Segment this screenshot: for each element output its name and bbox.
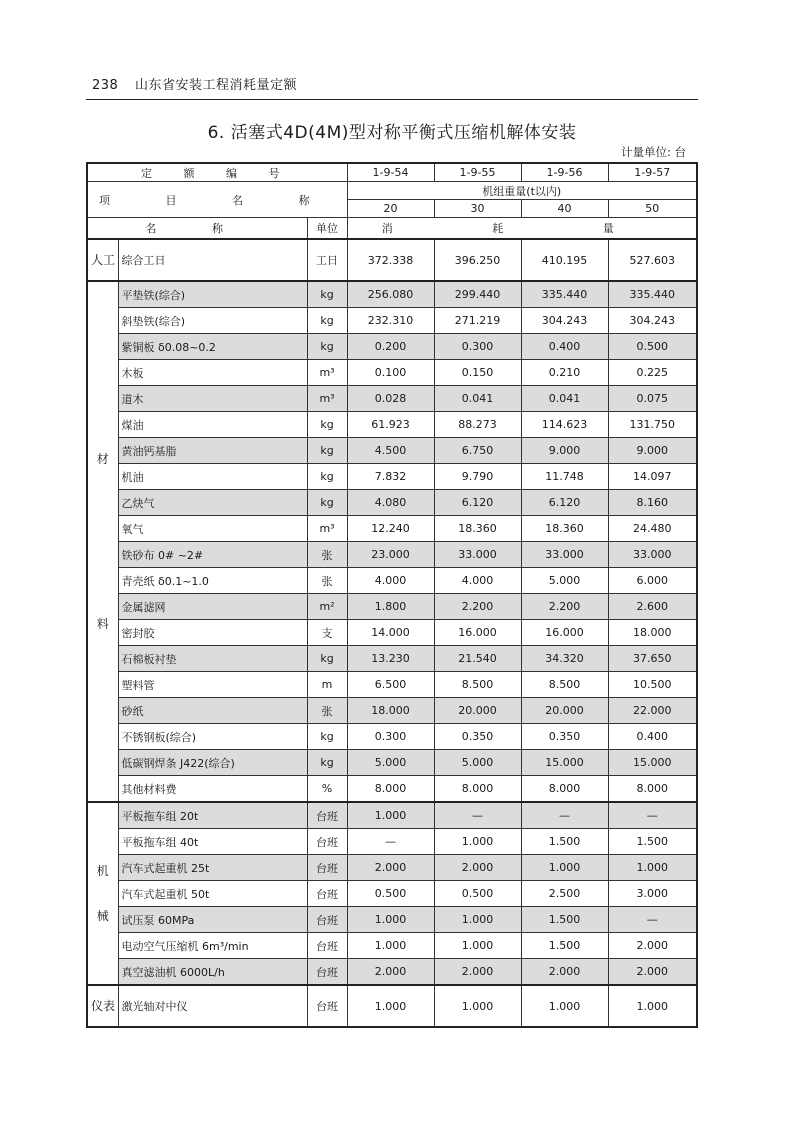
item-value: 271.219 — [434, 308, 521, 334]
item-value: 0.300 — [434, 334, 521, 360]
item-value: 1.000 — [608, 985, 697, 1027]
item-value: 3.000 — [608, 881, 697, 907]
table-row — [87, 568, 697, 594]
item-value: 2.600 — [608, 594, 697, 620]
quota-table — [86, 162, 698, 1028]
item-value: 256.080 — [347, 281, 434, 308]
item-value: 14.000 — [347, 620, 434, 646]
item-value: 4.080 — [347, 490, 434, 516]
item-value: 23.000 — [347, 542, 434, 568]
weight-value: 40 — [521, 200, 608, 218]
item-value: 34.320 — [521, 646, 608, 672]
item-value: 15.000 — [608, 750, 697, 776]
item-value: 20.000 — [434, 698, 521, 724]
table-row — [87, 360, 697, 386]
item-value: 9.790 — [434, 464, 521, 490]
item-name: 金属滤网 — [118, 594, 307, 620]
unit-column-header: 单位 — [307, 218, 347, 240]
item-unit: 台班 — [307, 829, 347, 855]
item-name: 铁砂布 0# ~2# — [118, 542, 307, 568]
item-name: 综合工日 — [118, 239, 307, 281]
item-name: 煤油 — [118, 412, 307, 438]
item-value: 5.000 — [521, 568, 608, 594]
page-number: 238 — [92, 78, 119, 93]
item-unit: 支 — [307, 620, 347, 646]
table-row — [87, 490, 697, 516]
item-name: 平板拖车组 40t — [118, 829, 307, 855]
item-name-label: 项 目 名 称 — [87, 182, 347, 218]
quota-code-row — [87, 163, 697, 182]
item-unit: kg — [307, 724, 347, 750]
item-value: 0.350 — [434, 724, 521, 750]
item-value: 1.000 — [434, 907, 521, 933]
item-value: 88.273 — [434, 412, 521, 438]
item-unit: m² — [307, 594, 347, 620]
item-value: 22.000 — [608, 698, 697, 724]
item-value: 396.250 — [434, 239, 521, 281]
item-name: 氧气 — [118, 516, 307, 542]
item-value: 20.000 — [521, 698, 608, 724]
item-unit: 台班 — [307, 985, 347, 1027]
item-value: 33.000 — [434, 542, 521, 568]
item-value: 6.120 — [434, 490, 521, 516]
item-value: 299.440 — [434, 281, 521, 308]
item-value: 16.000 — [521, 620, 608, 646]
header-rule — [86, 99, 698, 100]
item-unit: kg — [307, 464, 347, 490]
page-header — [92, 74, 297, 93]
item-value: 0.150 — [434, 360, 521, 386]
item-value: 18.000 — [608, 620, 697, 646]
item-unit: kg — [307, 646, 347, 672]
item-value: — — [608, 907, 697, 933]
item-value: 1.000 — [434, 933, 521, 959]
item-value: 232.310 — [347, 308, 434, 334]
category-label — [87, 239, 118, 281]
item-value: 7.832 — [347, 464, 434, 490]
item-value: 10.500 — [608, 672, 697, 698]
item-value: 0.500 — [434, 881, 521, 907]
item-value: 1.000 — [347, 907, 434, 933]
weight-value: 30 — [434, 200, 521, 218]
item-value: 8.000 — [521, 776, 608, 803]
item-value: 12.240 — [347, 516, 434, 542]
item-name: 木板 — [118, 360, 307, 386]
item-name: 不锈钢板(综合) — [118, 724, 307, 750]
category-char: 机 — [96, 864, 109, 879]
item-value: 0.400 — [521, 334, 608, 360]
item-value: 5.000 — [434, 750, 521, 776]
item-value: 1.000 — [521, 985, 608, 1027]
item-unit: 台班 — [307, 881, 347, 907]
book-title: 山东省安装工程消耗量定额 — [134, 78, 297, 93]
item-value: 0.300 — [347, 724, 434, 750]
item-name: 紫铜板 δ0.08~0.2 — [118, 334, 307, 360]
item-value: — — [521, 802, 608, 829]
item-name: 平板拖车组 20t — [118, 802, 307, 829]
item-value: 9.000 — [521, 438, 608, 464]
table-row — [87, 542, 697, 568]
item-value: 0.400 — [608, 724, 697, 750]
unit-note: 计量单位: 台 — [620, 145, 686, 159]
table-row — [87, 829, 697, 855]
item-value: 0.500 — [347, 881, 434, 907]
table-row — [87, 464, 697, 490]
item-value: 2.500 — [521, 881, 608, 907]
item-name: 机油 — [118, 464, 307, 490]
item-value: 8.000 — [434, 776, 521, 803]
item-value: 4.000 — [434, 568, 521, 594]
item-value: 16.000 — [434, 620, 521, 646]
item-unit: 台班 — [307, 802, 347, 829]
item-value: 8.000 — [347, 776, 434, 803]
item-value: 304.243 — [521, 308, 608, 334]
item-value: 1.800 — [347, 594, 434, 620]
section-title: 6. 活塞式4D(4M)型对称平衡式压缩机解体安装 — [207, 123, 577, 143]
category-char: 械 — [96, 908, 109, 923]
item-value: 37.650 — [608, 646, 697, 672]
item-name: 青壳纸 δ0.1~1.0 — [118, 568, 307, 594]
item-value: 8.160 — [608, 490, 697, 516]
item-value: 1.500 — [608, 829, 697, 855]
item-value: 372.338 — [347, 239, 434, 281]
item-value: 2.200 — [434, 594, 521, 620]
table-row — [87, 620, 697, 646]
item-value: 13.230 — [347, 646, 434, 672]
item-value: 1.000 — [608, 855, 697, 881]
item-unit: m³ — [307, 360, 347, 386]
item-name: 密封胶 — [118, 620, 307, 646]
table-row — [87, 438, 697, 464]
table-row — [87, 308, 697, 334]
item-unit: % — [307, 776, 347, 803]
table-row — [87, 698, 697, 724]
table-row — [87, 855, 697, 881]
table-row — [87, 907, 697, 933]
item-name: 真空滤油机 6000L/h — [118, 959, 307, 986]
quota-code: 1-9-55 — [434, 163, 521, 182]
item-value: 0.075 — [608, 386, 697, 412]
item-value: 1.000 — [521, 855, 608, 881]
item-value: 2.000 — [434, 959, 521, 986]
weight-value: 20 — [347, 200, 434, 218]
column-header-row — [87, 218, 697, 240]
item-name: 砂纸 — [118, 698, 307, 724]
table-row — [87, 386, 697, 412]
table-row — [87, 881, 697, 907]
item-unit: m — [307, 672, 347, 698]
item-unit: kg — [307, 490, 347, 516]
category-label — [87, 802, 118, 985]
item-value: 18.360 — [434, 516, 521, 542]
item-value: 0.041 — [521, 386, 608, 412]
item-unit: m³ — [307, 386, 347, 412]
category-char: 仪表 — [91, 998, 116, 1013]
table-row — [87, 724, 697, 750]
item-unit: 张 — [307, 542, 347, 568]
item-value: 0.041 — [434, 386, 521, 412]
item-name: 激光轴对中仪 — [118, 985, 307, 1027]
item-value: 2.200 — [521, 594, 608, 620]
item-value: 33.000 — [521, 542, 608, 568]
item-name: 平垫铁(综合) — [118, 281, 307, 308]
item-value: — — [434, 802, 521, 829]
quota-code-label: 定 额 编 号 — [87, 163, 347, 182]
table-row — [87, 594, 697, 620]
item-unit: 工日 — [307, 239, 347, 281]
table-row — [87, 646, 697, 672]
item-value: 0.225 — [608, 360, 697, 386]
table-row — [87, 516, 697, 542]
table-row — [87, 802, 697, 829]
item-unit: kg — [307, 334, 347, 360]
item-value: — — [347, 829, 434, 855]
table-row — [87, 281, 697, 308]
item-value: 6.000 — [608, 568, 697, 594]
item-unit: 张 — [307, 568, 347, 594]
item-value: 0.100 — [347, 360, 434, 386]
item-name: 黄油钙基脂 — [118, 438, 307, 464]
item-name: 石棉板衬垫 — [118, 646, 307, 672]
name-column-header: 名 称 — [87, 218, 307, 240]
table-row — [87, 334, 697, 360]
item-unit: 台班 — [307, 907, 347, 933]
item-value: 8.500 — [521, 672, 608, 698]
item-name: 塑料管 — [118, 672, 307, 698]
item-value: 4.000 — [347, 568, 434, 594]
item-name: 乙炔气 — [118, 490, 307, 516]
item-value: 1.500 — [521, 933, 608, 959]
item-unit: kg — [307, 412, 347, 438]
item-unit: kg — [307, 308, 347, 334]
item-value: 2.000 — [608, 959, 697, 986]
item-value: 6.750 — [434, 438, 521, 464]
category-label — [87, 281, 118, 802]
item-value: 6.500 — [347, 672, 434, 698]
item-name: 道木 — [118, 386, 307, 412]
table-row — [87, 239, 697, 281]
item-unit: kg — [307, 438, 347, 464]
item-value: 2.000 — [347, 959, 434, 986]
table-row — [87, 959, 697, 986]
item-name: 其他材料费 — [118, 776, 307, 803]
item-name: 汽车式起重机 50t — [118, 881, 307, 907]
category-char: 料 — [96, 616, 109, 631]
item-unit: 台班 — [307, 855, 347, 881]
item-value: 114.623 — [521, 412, 608, 438]
item-name-row — [87, 182, 697, 200]
item-value: 8.000 — [608, 776, 697, 803]
item-value: 21.540 — [434, 646, 521, 672]
item-name: 电动空气压缩机 6m³/min — [118, 933, 307, 959]
item-value: 2.000 — [608, 933, 697, 959]
item-unit: 张 — [307, 698, 347, 724]
category-label — [87, 985, 118, 1027]
item-value: 335.440 — [521, 281, 608, 308]
item-value: 1.000 — [434, 829, 521, 855]
item-name: 低碳钢焊条 J422(综合) — [118, 750, 307, 776]
category-char: 材 — [96, 452, 109, 467]
item-value: 14.097 — [608, 464, 697, 490]
consumption-header: 消 耗 量 — [347, 218, 697, 240]
item-value: 15.000 — [521, 750, 608, 776]
item-value: — — [608, 802, 697, 829]
table-row — [87, 933, 697, 959]
item-value: 5.000 — [347, 750, 434, 776]
item-value: 1.000 — [347, 933, 434, 959]
table-row — [87, 776, 697, 803]
item-value: 0.500 — [608, 334, 697, 360]
item-value: 0.350 — [521, 724, 608, 750]
item-unit: 台班 — [307, 933, 347, 959]
item-value: 1.000 — [347, 802, 434, 829]
item-value: 0.210 — [521, 360, 608, 386]
item-value: 1.500 — [521, 907, 608, 933]
item-value: 2.000 — [434, 855, 521, 881]
item-value: 2.000 — [521, 959, 608, 986]
item-value: 410.195 — [521, 239, 608, 281]
item-value: 0.028 — [347, 386, 434, 412]
item-name: 试压泵 60MPa — [118, 907, 307, 933]
item-value: 2.000 — [347, 855, 434, 881]
weight-value: 50 — [608, 200, 697, 218]
quota-code: 1-9-54 — [347, 163, 434, 182]
quota-code: 1-9-56 — [521, 163, 608, 182]
item-value: 18.360 — [521, 516, 608, 542]
item-value: 18.000 — [347, 698, 434, 724]
item-value: 4.500 — [347, 438, 434, 464]
quota-code: 1-9-57 — [608, 163, 697, 182]
table-row — [87, 750, 697, 776]
item-value: 1.000 — [434, 985, 521, 1027]
item-value: 9.000 — [608, 438, 697, 464]
item-value: 8.500 — [434, 672, 521, 698]
item-value: 33.000 — [608, 542, 697, 568]
item-value: 61.923 — [347, 412, 434, 438]
item-name: 斜垫铁(综合) — [118, 308, 307, 334]
item-value: 24.480 — [608, 516, 697, 542]
item-value: 335.440 — [608, 281, 697, 308]
table-row — [87, 412, 697, 438]
item-unit: m³ — [307, 516, 347, 542]
item-value: 11.748 — [521, 464, 608, 490]
item-value: 6.120 — [521, 490, 608, 516]
item-value: 1.500 — [521, 829, 608, 855]
table-row — [87, 985, 697, 1027]
item-name: 汽车式起重机 25t — [118, 855, 307, 881]
weight-label: 机组重量(t以内) — [347, 182, 697, 200]
item-value: 131.750 — [608, 412, 697, 438]
item-unit: kg — [307, 281, 347, 308]
category-char: 人工 — [91, 252, 116, 267]
table-row — [87, 672, 697, 698]
item-value: 304.243 — [608, 308, 697, 334]
item-value: 1.000 — [347, 985, 434, 1027]
item-value: 0.200 — [347, 334, 434, 360]
item-value: 527.603 — [608, 239, 697, 281]
item-unit: kg — [307, 750, 347, 776]
item-unit: 台班 — [307, 959, 347, 986]
